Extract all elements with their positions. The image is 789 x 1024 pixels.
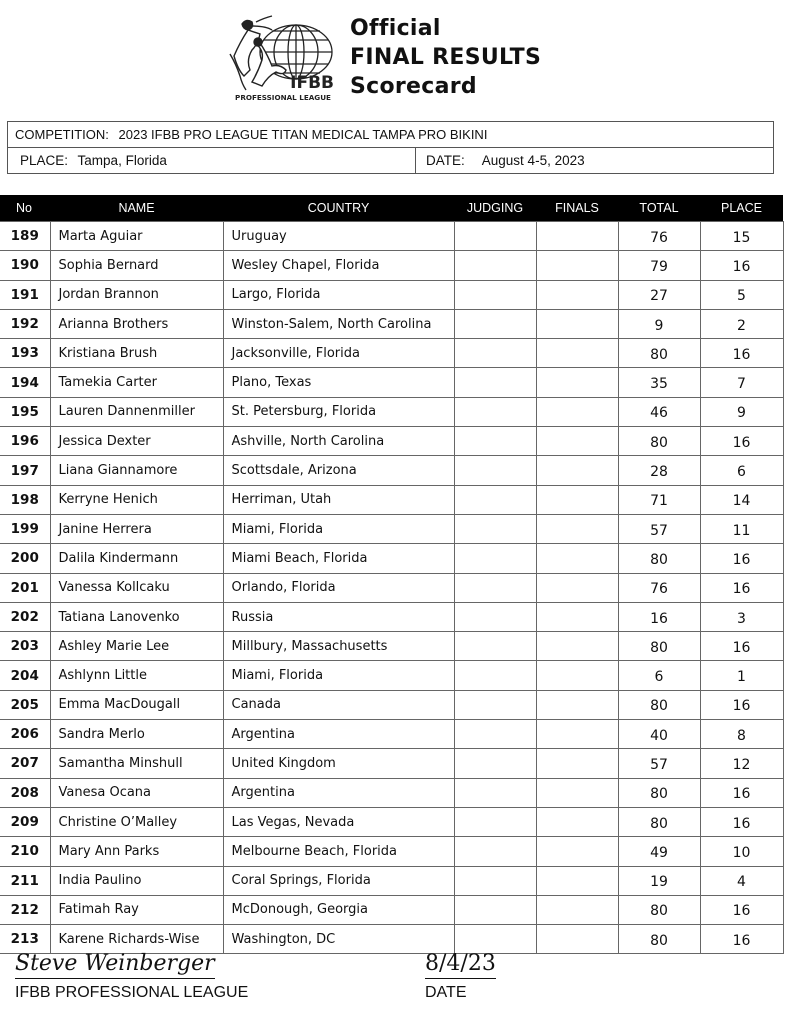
competitor-number: 200 xyxy=(0,544,50,573)
competitor-country: Washington, DC xyxy=(223,925,454,954)
competitor-country: St. Petersburg, Florida xyxy=(223,397,454,426)
competitor-number: 213 xyxy=(0,925,50,954)
finals-score xyxy=(536,866,618,895)
total-score: 80 xyxy=(618,690,700,719)
competitor-name: Lauren Dannenmiller xyxy=(50,397,223,426)
competition-info-box xyxy=(7,121,774,174)
table-row xyxy=(0,397,783,426)
competitor-country: Coral Springs, Florida xyxy=(223,866,454,895)
competitor-country: Ashville, North Carolina xyxy=(223,427,454,456)
finals-score xyxy=(536,544,618,573)
date-label: DATE: xyxy=(426,153,465,168)
total-score: 9 xyxy=(618,309,700,338)
competitor-country: Scottsdale, Arizona xyxy=(223,456,454,485)
competitor-number: 196 xyxy=(0,427,50,456)
table-row xyxy=(0,280,783,309)
athletes-figure-icon xyxy=(230,16,286,90)
competitor-country: Melbourne Beach, Florida xyxy=(223,837,454,866)
competitor-name: Kristiana Brush xyxy=(50,339,223,368)
total-score: 71 xyxy=(618,485,700,514)
final-place: 6 xyxy=(700,456,783,485)
competitor-number: 203 xyxy=(0,632,50,661)
competitor-number: 191 xyxy=(0,280,50,309)
judging-score xyxy=(454,485,536,514)
competitor-number: 205 xyxy=(0,690,50,719)
judging-score xyxy=(454,749,536,778)
finals-score xyxy=(536,309,618,338)
date-cell xyxy=(416,148,585,174)
document-title xyxy=(350,14,541,101)
table-row xyxy=(0,602,783,631)
table-row xyxy=(0,837,783,866)
finals-score xyxy=(536,573,618,602)
competitor-country: Canada xyxy=(223,690,454,719)
total-score: 80 xyxy=(618,925,700,954)
competitor-country: Argentina xyxy=(223,720,454,749)
finals-score xyxy=(536,749,618,778)
judging-score xyxy=(454,514,536,543)
table-row xyxy=(0,222,783,251)
competition-row xyxy=(8,122,773,148)
final-place: 12 xyxy=(700,749,783,778)
final-place: 5 xyxy=(700,280,783,309)
competitor-number: 192 xyxy=(0,309,50,338)
competitor-number: 195 xyxy=(0,397,50,426)
judging-score xyxy=(454,339,536,368)
competitor-name: Liana Giannamore xyxy=(50,456,223,485)
final-place: 7 xyxy=(700,368,783,397)
total-score: 80 xyxy=(618,807,700,836)
total-score: 27 xyxy=(618,280,700,309)
column-header-total: TOTAL xyxy=(618,195,700,222)
judging-score xyxy=(454,544,536,573)
final-place: 16 xyxy=(700,573,783,602)
competitor-country: Largo, Florida xyxy=(223,280,454,309)
finals-score xyxy=(536,514,618,543)
signed-date: 8/4/23 xyxy=(425,950,496,979)
total-score: 40 xyxy=(618,720,700,749)
judging-score xyxy=(454,309,536,338)
finals-score xyxy=(536,895,618,924)
finals-score xyxy=(536,427,618,456)
total-score: 80 xyxy=(618,778,700,807)
total-score: 80 xyxy=(618,632,700,661)
column-header-name: NAME xyxy=(50,195,223,222)
competitor-country: Miami, Florida xyxy=(223,514,454,543)
competitor-country: Winston-Salem, North Carolina xyxy=(223,309,454,338)
final-place: 1 xyxy=(700,661,783,690)
competitor-country: Miami, Florida xyxy=(223,661,454,690)
final-place: 16 xyxy=(700,925,783,954)
table-row xyxy=(0,427,783,456)
place-label: PLACE: xyxy=(20,153,69,168)
final-place: 16 xyxy=(700,778,783,807)
competitor-number: 210 xyxy=(0,837,50,866)
competitor-number: 208 xyxy=(0,778,50,807)
competitor-name: Sophia Bernard xyxy=(50,251,223,280)
competitor-country: Orlando, Florida xyxy=(223,573,454,602)
competitor-country: McDonough, Georgia xyxy=(223,895,454,924)
competitor-number: 201 xyxy=(0,573,50,602)
table-row xyxy=(0,573,783,602)
finals-score xyxy=(536,602,618,631)
signed-date-label: DATE xyxy=(425,984,467,1001)
table-row xyxy=(0,485,783,514)
competitor-name: Vanessa Kollcaku xyxy=(50,573,223,602)
judging-score xyxy=(454,632,536,661)
total-score: 76 xyxy=(618,222,700,251)
table-row xyxy=(0,720,783,749)
table-row xyxy=(0,866,783,895)
competitor-name: Samantha Minshull xyxy=(50,749,223,778)
total-score: 76 xyxy=(618,573,700,602)
table-row xyxy=(0,339,783,368)
judging-score xyxy=(454,397,536,426)
final-place: 8 xyxy=(700,720,783,749)
final-place: 16 xyxy=(700,690,783,719)
total-score: 80 xyxy=(618,339,700,368)
table-row xyxy=(0,514,783,543)
finals-score xyxy=(536,456,618,485)
table-row xyxy=(0,690,783,719)
competitor-name: Ashlynn Little xyxy=(50,661,223,690)
competitor-name: Janine Herrera xyxy=(50,514,223,543)
competitor-country: United Kingdom xyxy=(223,749,454,778)
competitor-country: Uruguay xyxy=(223,222,454,251)
ifbb-logo xyxy=(222,14,344,102)
final-place: 16 xyxy=(700,544,783,573)
signed-date-block xyxy=(425,950,496,1002)
competitor-name: Vanesa Ocana xyxy=(50,778,223,807)
table-row xyxy=(0,368,783,397)
final-place: 3 xyxy=(700,602,783,631)
finals-score xyxy=(536,397,618,426)
final-place: 11 xyxy=(700,514,783,543)
competitor-number: 199 xyxy=(0,514,50,543)
finals-score xyxy=(536,925,618,954)
finals-score xyxy=(536,632,618,661)
competitor-name: Sandra Merlo xyxy=(50,720,223,749)
competitor-name: Fatimah Ray xyxy=(50,895,223,924)
judging-score xyxy=(454,807,536,836)
competitor-name: Mary Ann Parks xyxy=(50,837,223,866)
table-row xyxy=(0,749,783,778)
competitor-number: 197 xyxy=(0,456,50,485)
judging-score xyxy=(454,895,536,924)
judging-score xyxy=(454,720,536,749)
finals-score xyxy=(536,661,618,690)
final-place: 16 xyxy=(700,339,783,368)
final-place: 16 xyxy=(700,427,783,456)
final-place: 14 xyxy=(700,485,783,514)
final-place: 16 xyxy=(700,632,783,661)
total-score: 57 xyxy=(618,514,700,543)
competitor-name: Arianna Brothers xyxy=(50,309,223,338)
competitor-number: 189 xyxy=(0,222,50,251)
judging-score xyxy=(454,251,536,280)
judging-score xyxy=(454,368,536,397)
judging-score xyxy=(454,222,536,251)
competitor-country: Miami Beach, Florida xyxy=(223,544,454,573)
judging-score xyxy=(454,778,536,807)
competitor-country: Jacksonville, Florida xyxy=(223,339,454,368)
table-row xyxy=(0,309,783,338)
finals-score xyxy=(536,690,618,719)
table-row xyxy=(0,544,783,573)
finals-score xyxy=(536,720,618,749)
total-score: 57 xyxy=(618,749,700,778)
competitor-number: 206 xyxy=(0,720,50,749)
table-row xyxy=(0,661,783,690)
title-line-scorecard: Scorecard xyxy=(350,74,477,99)
table-row xyxy=(0,632,783,661)
place-value: Tampa, Florida xyxy=(77,153,167,168)
competitor-name: Jordan Brannon xyxy=(50,280,223,309)
final-place: 16 xyxy=(700,895,783,924)
total-score: 80 xyxy=(618,895,700,924)
column-header-place: PLACE xyxy=(700,195,783,222)
finals-score xyxy=(536,778,618,807)
judging-score xyxy=(454,573,536,602)
final-place: 16 xyxy=(700,251,783,280)
competitor-country: Herriman, Utah xyxy=(223,485,454,514)
competitor-number: 190 xyxy=(0,251,50,280)
competition-label: COMPETITION: xyxy=(15,127,109,142)
total-score: 49 xyxy=(618,837,700,866)
finals-score xyxy=(536,368,618,397)
table-row xyxy=(0,895,783,924)
competitor-number: 211 xyxy=(0,866,50,895)
competitor-number: 209 xyxy=(0,807,50,836)
competitor-name: Karene Richards-Wise xyxy=(50,925,223,954)
title-line-final-results: FINAL RESULTS xyxy=(350,45,542,70)
column-header-country: COUNTRY xyxy=(223,195,454,222)
judging-score xyxy=(454,690,536,719)
final-place: 2 xyxy=(700,309,783,338)
competitor-country: Wesley Chapel, Florida xyxy=(223,251,454,280)
finals-score xyxy=(536,251,618,280)
competitor-country: Millbury, Massachusetts xyxy=(223,632,454,661)
competitor-name: Ashley Marie Lee xyxy=(50,632,223,661)
total-score: 28 xyxy=(618,456,700,485)
judging-score xyxy=(454,427,536,456)
competitor-name: Dalila Kindermann xyxy=(50,544,223,573)
table-row xyxy=(0,251,783,280)
competitor-number: 212 xyxy=(0,895,50,924)
competitor-number: 194 xyxy=(0,368,50,397)
final-place: 15 xyxy=(700,222,783,251)
total-score: 80 xyxy=(618,544,700,573)
competitor-country: Las Vegas, Nevada xyxy=(223,807,454,836)
competitor-name: Kerryne Henich xyxy=(50,485,223,514)
total-score: 16 xyxy=(618,602,700,631)
table-row xyxy=(0,456,783,485)
logo-subtext: PROFESSIONAL LEAGUE xyxy=(235,93,331,102)
final-place: 10 xyxy=(700,837,783,866)
competitor-name: Marta Aguiar xyxy=(50,222,223,251)
results-table xyxy=(0,195,784,954)
column-header-finals: FINALS xyxy=(536,195,618,222)
competitor-name: Jessica Dexter xyxy=(50,427,223,456)
finals-score xyxy=(536,485,618,514)
total-score: 6 xyxy=(618,661,700,690)
finals-score xyxy=(536,222,618,251)
competitor-country: Plano, Texas xyxy=(223,368,454,397)
competitor-country: Russia xyxy=(223,602,454,631)
final-place: 16 xyxy=(700,807,783,836)
judging-score xyxy=(454,661,536,690)
table-header-row xyxy=(0,195,783,222)
competitor-number: 198 xyxy=(0,485,50,514)
total-score: 79 xyxy=(618,251,700,280)
judging-score xyxy=(454,456,536,485)
competitor-number: 202 xyxy=(0,602,50,631)
competitor-name: Tamekia Carter xyxy=(50,368,223,397)
competitor-number: 204 xyxy=(0,661,50,690)
competitor-name: Tatiana Lanovenko xyxy=(50,602,223,631)
competitor-number: 193 xyxy=(0,339,50,368)
total-score: 80 xyxy=(618,427,700,456)
total-score: 19 xyxy=(618,866,700,895)
competition-value: 2023 IFBB PRO LEAGUE TITAN MEDICAL TAMPA PRO BIKINI xyxy=(118,127,488,142)
competitor-name: Emma MacDougall xyxy=(50,690,223,719)
judging-score xyxy=(454,280,536,309)
competitor-number: 207 xyxy=(0,749,50,778)
title-line-official: Official xyxy=(350,16,441,41)
competitor-name: India Paulino xyxy=(50,866,223,895)
total-score: 35 xyxy=(618,368,700,397)
column-header-no: No xyxy=(0,195,50,222)
judging-score xyxy=(454,866,536,895)
signature-block xyxy=(15,950,248,1002)
finals-score xyxy=(536,339,618,368)
table-row xyxy=(0,778,783,807)
finals-score xyxy=(536,807,618,836)
place-cell xyxy=(8,148,416,174)
competitor-country: Argentina xyxy=(223,778,454,807)
logo-text: IFBB xyxy=(290,73,334,93)
total-score: 46 xyxy=(618,397,700,426)
competitor-name: Christine O’Malley xyxy=(50,807,223,836)
column-header-judging: JUDGING xyxy=(454,195,536,222)
judging-score xyxy=(454,837,536,866)
date-value: August 4-5, 2023 xyxy=(481,153,585,168)
table-row xyxy=(0,807,783,836)
finals-score xyxy=(536,837,618,866)
official-signature: Steve Weinberger xyxy=(15,950,215,979)
judging-score xyxy=(454,602,536,631)
final-place: 4 xyxy=(700,866,783,895)
final-place: 9 xyxy=(700,397,783,426)
organization-label: IFBB PROFESSIONAL LEAGUE xyxy=(15,984,249,1001)
finals-score xyxy=(536,280,618,309)
